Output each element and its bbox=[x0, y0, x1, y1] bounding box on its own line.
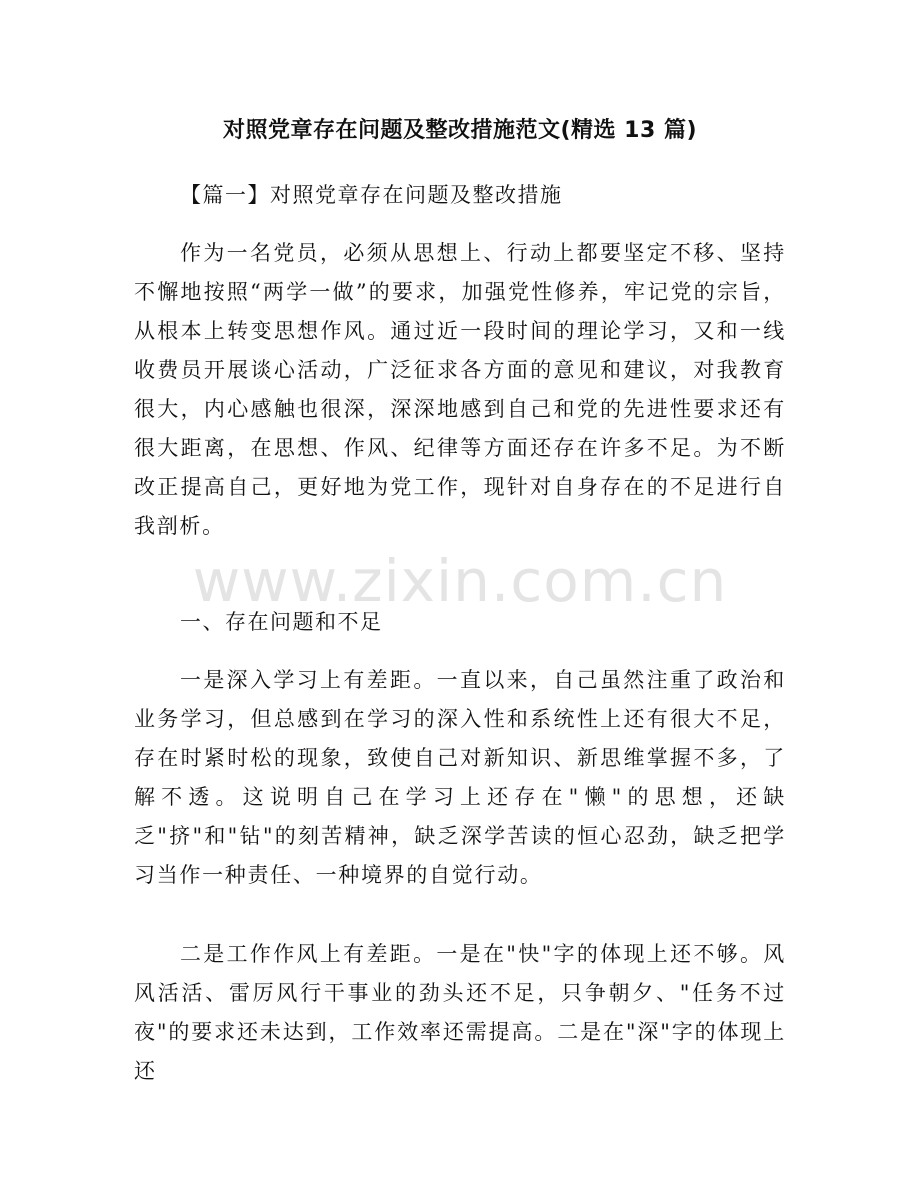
problems-subheading: 一、存在问题和不足 bbox=[180, 610, 383, 634]
section-one-heading: 【篇一】对照党章存在问题及整改措施 bbox=[180, 183, 563, 207]
document-title: 对照党章存在问题及整改措施范文(精选 13 篇) bbox=[222, 118, 698, 143]
intro-paragraph: 作为一名党员，必须从思想上、行动上都要坚定不移、坚持不懈地按照“两学一做”的要求，加强党性修养，牢记党的宗旨，从根本上转变思想作风。通过近一段时间的理论学习，又和一线收费员开展谈心活动，广泛征求各方面的意见和建议，对我教育很大，内心感触也很深，深深地感到自己和党的先进性要求还有很大距离，在思想、作风、纪律等方面还存在许多不足。为不断改正提高自己，更好地为党工作，现针对自身存在的不足进行自我剖析。 bbox=[134, 241, 786, 538]
study-paragraph: 一是深入学习上有差距。一直以来，自己虽然注重了政治和业务学习，但总感到在学习的深入性和系统性上还有很大不足，存在时紧时松的现象，致使自己对新知识、新思维掌握不多，了解不透。这说明自己在学习上还存在"懒"的思想，还缺乏"挤"和"钻"的刻苦精神，缺乏深学苦读的恒心忍劲，缺乏把学习当作一种责任、一种境界的自觉行动。 bbox=[134, 668, 786, 887]
watermark: www.zixin.com.cn bbox=[192, 547, 728, 615]
work-style-paragraph: 二是工作作风上有差距。一是在"快"字的体现上还不够。风风活活、雷厉风行干事业的劲头还不足，只争朝夕、"任务不过夜"的要求还未达到，工作效率还需提高。二是在"深"字的体现上还 bbox=[134, 942, 786, 1083]
